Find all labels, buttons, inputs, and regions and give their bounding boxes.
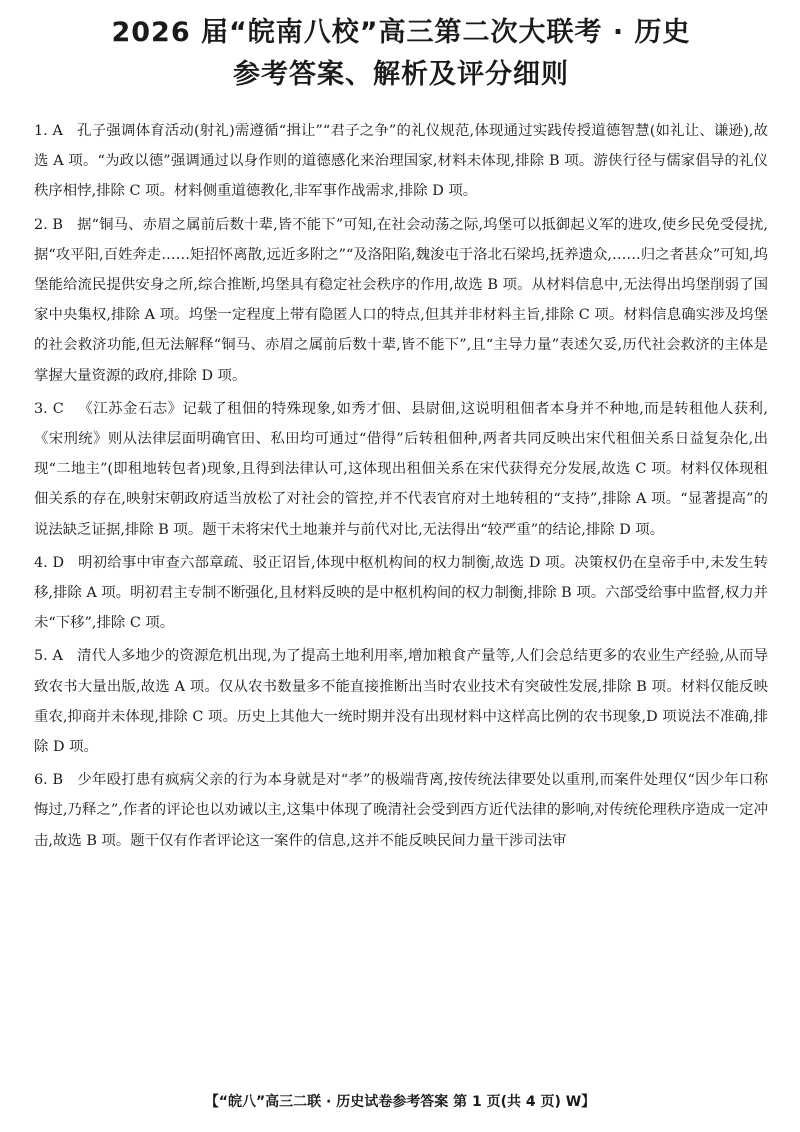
answer-number: 2. B — [34, 216, 63, 233]
answer-explanation: 孔子强调体育活动(射礼)需遵循“揖让”“君子之争”的礼仪规范,体现通过实践传授道德智慧(如礼让、谦逊),故选 A 项。“为政以德”强调通过以身作则的道德感化来治理国家,材料未体现,排除 B 项。游侠行径与儒家倡导的礼仪秩序相悖,排除 C 项。材料侧重道德教化,非军事作战需求,排除 D 项。 — [34, 123, 768, 200]
document-title: 2026 届“皖南八校”高三第二次大联考 · 历史 — [111, 17, 691, 48]
answer-item-4 — [34, 548, 768, 639]
answer-explanation: 少年殴打患有疯病父亲的行为本身就是对“孝”的极端背离,按传统法律要处以重刑,而案件处理仅“因少年口称悔过,乃释之”,作者的评论也以劝诫以主,这集中体现了晚清社会受到西方近代法律的影响,对传统伦理秩序造成一定冲击,故选 B 项。题干仅有作者评论这一案件的信息,这并不能反映民间力量干涉司法审 — [34, 772, 768, 849]
answer-explanation: 明初给事中审查六部章疏、驳正诏旨,体现中枢机构间的权力制衡,故选 D 项。决策权仍在皇帝手中,未发生转移,排除 A 项。明初君主专制不断强化,且材料反映的是中枢机构间的权力制衡,排除 B 项。六部受给事中监督,权力并未“下移”,排除 C 项。 — [34, 554, 769, 632]
document-subtitle: 参考答案、解析及评分细则 — [233, 59, 569, 90]
answer-item-3 — [34, 394, 768, 545]
answer-number: 5. A — [34, 648, 63, 665]
answer-item-6 — [34, 765, 768, 856]
answer-item-1 — [34, 116, 768, 207]
answer-item-2 — [34, 210, 768, 391]
answer-explanation: 《江苏金石志》记载了租佃的特殊现象,如秀才佃、县尉佃,这说明租佃者本身并不种地,而是转租他人获利,《宋刑统》则从法律层面明确官田、私田均可通过“借得”后转租佃种,两者共同反映出宋代租佃关系日益复杂化,出现“二地主”(即租地转包者)现象,且得到法律认可,这体现出租佃关系在宋代获得充分发展,故选 C 项。材料仅体现租佃关系的存在,映射宋朝政府适当放松了对社会的管控,并不代表官府对土地转租的“支持”,排除 A 项。“显著提高”的说法缺乏证据,排除 B 项。题干未将宋代土地兼并与前代对比,无法得出“较严重”的结论,排除 D 项。 — [34, 400, 768, 538]
answer-number: 1. A — [34, 123, 63, 139]
answer-explanation: 清代人多地少的资源危机出现,为了提高土地利用率,增加粮食产量等,人们会总结更多的农业生产经验,从而导致农书大量出版,故选 A 项。仅从农书数量多不能直接推断出当时农业技术有突破性发展,排除 B 项。材料仅能反映重农,抑商并未体现,排除 C 项。历史上其他大一统时期并没有出现材料中这样高比例的农书现象,D 项说法不准确,排除 D 项。 — [34, 648, 768, 756]
answer-number: 4. D — [34, 554, 65, 571]
answer-item-5 — [34, 641, 768, 762]
answer-number: 3. C — [34, 400, 64, 417]
page-footer: 【“皖八”高三二联 · 历史试卷参考答案 第 1 页(共 4 页) W】 — [204, 1094, 596, 1110]
answer-explanation: 据“铜马、赤眉之属前后数十辈,皆不能下”可知,在社会动荡之际,坞堡可以抵御起义军的进攻,使乡民免受侵扰,据“攻平阳,百姓奔走……矩招怀离散,远近多附之”“及洛阳陷,魏浚屯于洛北石梁坞,抚养遗众,……归之者甚众”可知,坞堡能给流民提供安身之所,综合推断,坞堡具有稳定社会秩序的作用,故选 B 项。从材料信息中,无法得出坞堡削弱了国家中央集权,排除 A 项。坞堡一定程度上带有隐匿人口的特点,但其并非材料主旨,排除 C 项。材料信息确实涉及坞堡的社会救济功能,但无法解释“铜马、赤眉之属前后数十辈,皆不能下”,且“主导力量”表述欠妥,历代社会救济的主体是掌握大量资源的政府,排除 D 项。 — [34, 216, 768, 384]
answer-number: 6. B — [34, 772, 64, 789]
